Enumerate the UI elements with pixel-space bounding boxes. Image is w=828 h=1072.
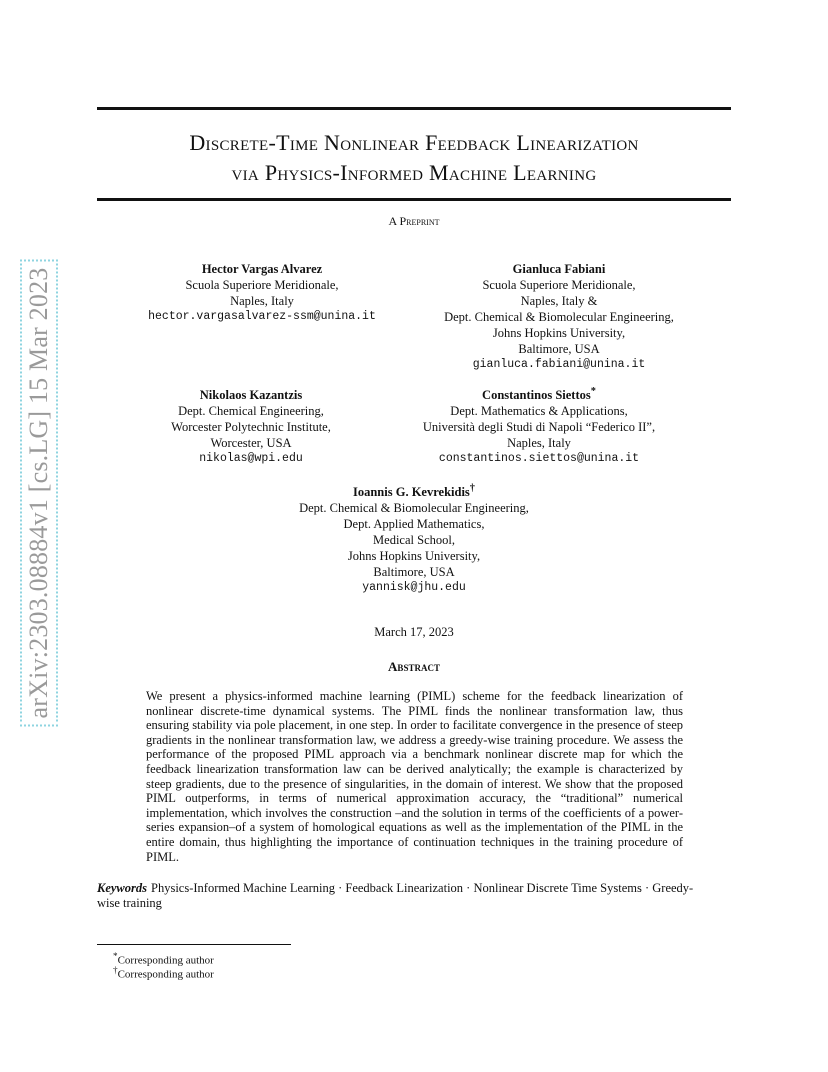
author-affiliation-line: Università degli Studi di Napoli “Federico II”, [422,420,656,435]
author-name: Hector Vargas Alvarez [201,262,323,277]
paper-title [97,128,731,188]
author-affiliation-line: Dept. Chemical & Biomolecular Engineering, [444,310,674,325]
author-affiliation-line: Naples, Italy & [520,294,598,309]
author-affiliation-line: Dept. Mathematics & Applications, [450,404,628,419]
paper-date: March 17, 2023 [374,625,454,639]
arxiv-stamp [22,252,56,734]
author-block [140,384,362,467]
footnote: *Corresponding author [113,951,214,967]
author-block [404,384,674,467]
author-affiliation-line: Dept. Applied Mathematics, [343,517,485,532]
title-rule-top [97,107,731,110]
author-email: constantinos.siettos@unina.it [438,452,640,466]
author-affiliation-line: Baltimore, USA [373,565,455,580]
footnote: †Corresponding author [113,965,214,981]
author-affiliation-line: Johns Hopkins University, [347,549,481,564]
title-line-1: Discrete-Time Nonlinear Feedback Linearization [189,130,639,155]
author-email: yannisk@jhu.edu [362,581,466,595]
title-line-2: via Physics-Informed Machine Learning [231,160,597,185]
author-block [264,481,564,596]
preprint-label: A Preprint [388,214,440,228]
author-email: nikolas@wpi.edu [199,452,303,466]
author-affiliation-line: Worcester Polytechnic Institute, [171,420,331,435]
author-block [414,258,704,373]
author-block [140,258,384,325]
author-affiliation-line: Baltimore, USA [518,342,600,357]
author-name: Nikolaos Kazantzis [199,388,303,403]
author-affiliation-line: Dept. Chemical & Biomolecular Engineering, [299,501,529,516]
abstract-heading: Abstract [388,659,440,674]
author-email: hector.vargasalvarez-ssm@unina.it [148,310,376,324]
author-affiliation-line: Dept. Chemical Engineering, [178,404,324,419]
arxiv-id: arXiv:2303.08884v1 [cs.LG] 15 Mar 2023 [20,260,58,727]
author-affiliation-line: Johns Hopkins University, [492,326,626,341]
title-rule-bottom [97,198,731,201]
author-affiliation-line: Medical School, [373,533,455,548]
keywords-list: Physics-Informed Machine Learning · Feedback Linearization · Nonlinear Discrete Time Systems · Greedy-wise training [97,881,694,910]
author-affiliation-line: Worcester, USA [210,436,292,451]
author-affiliation-line: Naples, Italy [230,294,294,309]
footnote-rule [97,944,291,945]
author-email: gianluca.fabiani@unina.it [472,358,646,372]
keywords [97,881,703,911]
keywords-label: Keywords [97,881,147,895]
author-name: Ioannis G. Kevrekidis† [352,483,475,500]
abstract-text: We present a physics-informed machine learning (PIML) scheme for the feedback linearization of nonlinear discrete-time dynamical systems. The PIML finds the nonlinear transformation law, thus ensuring stability via pole placement, in one step. In order to facilitate convergence in the presence of steep gradients in the nonlinear transformation law, we address a greedy-wise training procedure. We assess the performance of the proposed PIML approach via a benchmark nonlinear discrete map for which the feedback linearization transformation law can be derived analytically; the example is characterized by steep gradients, due to the presence of singularities, in the domain of interest. We show that the proposed PIML outperforms, in terms of numerical approximation accuracy, the “traditional” numerical implementation, which involves the construction –and the solution in terms of the coefficients of a power-series expansion–of a system of homological equations as well as the implementation of the PIML in the entire domain, thus highlighting the importance of continuation techniques in the training procedure of PIML. [146,689,683,864]
author-affiliation-line: Naples, Italy [507,436,571,451]
author-affiliation-line: Scuola Superiore Meridionale, [482,278,636,293]
author-name: Constantinos Siettos* [482,386,596,403]
author-affiliation-line: Scuola Superiore Meridionale, [185,278,339,293]
author-name: Gianluca Fabiani [512,262,606,277]
